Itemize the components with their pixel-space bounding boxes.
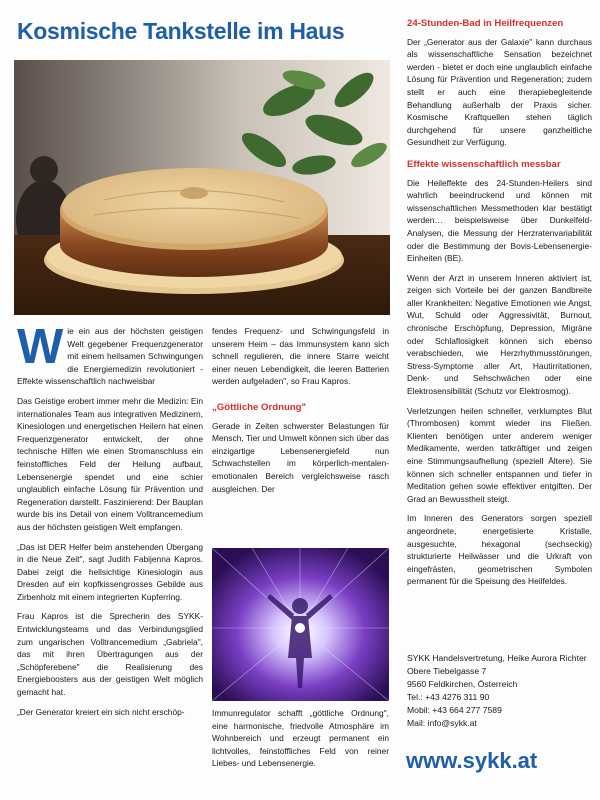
- meditation-figure-image: [212, 548, 389, 701]
- paragraph: Gerade in Zeiten schwerster Belastungen für Mensch, Tier und Umwelt können sich über das einzigartige Lebensenergiefeld nun Schwachstellen im körperlich-mentalen-emotionalen Bereich vergleichsweise rasch ausgleichen. Der: [212, 420, 389, 494]
- column-2: [212, 325, 389, 502]
- paragraph: Im Inneren des Generators sorgen speziell angeordnete, energetisierte Kristalle, ausgesuchte, hexagonal (sechseckig) strukturierte Heilwässer und die Urkraft von eingefrästen, geometrischen Symbolen permanent für die Speisung des Heilfeldes.: [407, 513, 592, 587]
- contact-company: SYKK Handelsvertretung, Heike Aurora Richter: [407, 653, 587, 663]
- drop-cap: W: [17, 320, 64, 374]
- paragraph: Die Heileffekte des 24-Stunden-Heilers sind wahrlich beeindruckend und können mit wissenschaftlichen Messmethoden klar bestätigt werden… beispielsweise über Dunkelfeld-Analysen, die Messung der Herzratenvariabilität oder die Bestimmung der Bovis-Lebensenergie-Einheiten (BE).: [407, 177, 592, 264]
- paragraph: „Das ist DER Helfer beim anstehenden Übergang in die Neue Zeit", sagt Judith Fabijenna Kapros. Dabei zeigt die hellsichtige Kinesiologin aus Dresden auf ein kopfkissengrosses Gebilde aus Zirbenholz mit einem integrierten Kupferring.: [17, 541, 203, 602]
- product-photo: [14, 60, 390, 315]
- website-link[interactable]: www.sykk.at: [406, 748, 538, 773]
- paragraph: Der „Generator aus der Galaxie" kann durchaus als wissenschaftliche Sensation bezeichnet werden - bietet er doch eine unglaublich einfache Lösung für Prävention und Regeneration; zudem stellt er auch eine therapiebegleitende Behandlung außerhalb der Praxis sicher. Kosmische Kraftquellen stehen täglich durchgehend für unsere ganzheitliche Gesundheit zur Verfügung.: [407, 36, 592, 148]
- contact-mobile: Mobil: +43 664 277 7589: [407, 705, 502, 715]
- column-3: [407, 18, 592, 595]
- subheading-24-stunden-bad: 24-Stunden-Bad in Heilfrequenzen: [407, 18, 564, 29]
- paragraph: fendes Frequenz- und Schwingungsfeld in unserem Heim – das Immunsystem kann sich schnell regulieren, die innere Starre weicht einer neuen Lebendigkeit, die leeren Batterien werden aufgeladen", so Frau Kapros.: [212, 326, 389, 387]
- paragraph: „Der Generator kreiert ein sich nicht erschöp-: [17, 706, 185, 717]
- contact-block: [407, 652, 592, 730]
- paragraph: Das Geistige erobert immer mehr die Medizin: Ein internationales Team aus integrativen Medizinern, Kinesiologen und energetischen Heilern hat einen Frequenzgenerator entwickelt, der ohne technische Hilfen wie einen Stromanschluss ein feinstoffliches Feld der Heilung aufbaut, Lebensenergie spendet und eine schier unglaublich einfache Lösung für Prävention und Regeneration darstellt. Faszinierend: Der Bauplan wurde bis ins Detail von einem Volltrancemedium aus der höchsten geistigen Welt empfangen.: [17, 395, 203, 532]
- contact-city: 9560 Feldkirchen, Österreich: [407, 679, 518, 689]
- paragraph: Wenn der Arzt in unserem Inneren aktiviert ist, zeigen sich Vorteile bei der ganzen Bandbreite aller Krankheiten: Negative Emotionen wie Angst, Wut, Schuld oder Aggressivität, Burnout, chronische Erschöpfung, Depression, Migräne oder Schlaflosigkeit können sich ebenso verabschieden, wie Herzrhythmusstörungen, Stress-Symptome aller Art, Hautirritationen, Denk- und Sehschwächen oder eine Elektrosensibilität (Schutz vor Elektrosmog).: [407, 272, 592, 397]
- generator-image: [14, 60, 390, 315]
- paragraph: Verletzungen heilen schneller, verklumptes Blut (Thrombosen) kommt wieder ins Fließen. Klienten benötigen unter anderem weniger Medikamente, werden tatkräftiger und zeigen eine Stimmungsaufhellung (speziell Ältere). Sie können sich schneller entspannen und tiefer in Meditation gehen sowie effektiver entgiften. Der Grad an Bewusstheit steigt.: [407, 405, 592, 504]
- column-1: [17, 320, 203, 725]
- subheading-effekte: Effekte wissenschaftlich messbar: [407, 158, 561, 170]
- aura-image: [212, 548, 389, 701]
- contact-email[interactable]: Mail: info@sykk.at: [407, 718, 477, 728]
- paragraph: Frau Kapros ist die Sprecherin des SYKK- Entwicklungsteams und das Verbindungsglied zum ungarischen Volltrancemedium „Gabriela", das mit ihren Übertragungen aus der „Schöpferebene" die Realisierung des Energieboosters aus der geistigen Welt möglich gemacht hat.: [17, 611, 203, 698]
- contact-street: Obere Tiebelgasse 7: [407, 666, 487, 676]
- paragraph: Immunregulator schafft „göttliche Ordnung", eine harmonische, friedvolle Atmosphäre im Wohnbereich und erzeugt permanent ein lichtvolles, feinstoffliches Feld von reiner Liebes- und Lebensenergie.: [212, 708, 389, 769]
- intro-text: ie ein aus der höchsten geistigen Welt gegebener Frequenzgenerator mit einem heilsamen Schwingungen die Energiemedizin revolutioniert - Effekte wissenschaftlich nachweisbar: [17, 326, 203, 387]
- column-2-bottom: [212, 707, 389, 777]
- subheading-goettliche-ordnung: „Göttliche Ordnung": [212, 401, 307, 413]
- article-title: Kosmische Tankstelle im Haus: [17, 18, 345, 44]
- contact-phone: Tel.: +43 4276 311 90: [407, 692, 490, 702]
